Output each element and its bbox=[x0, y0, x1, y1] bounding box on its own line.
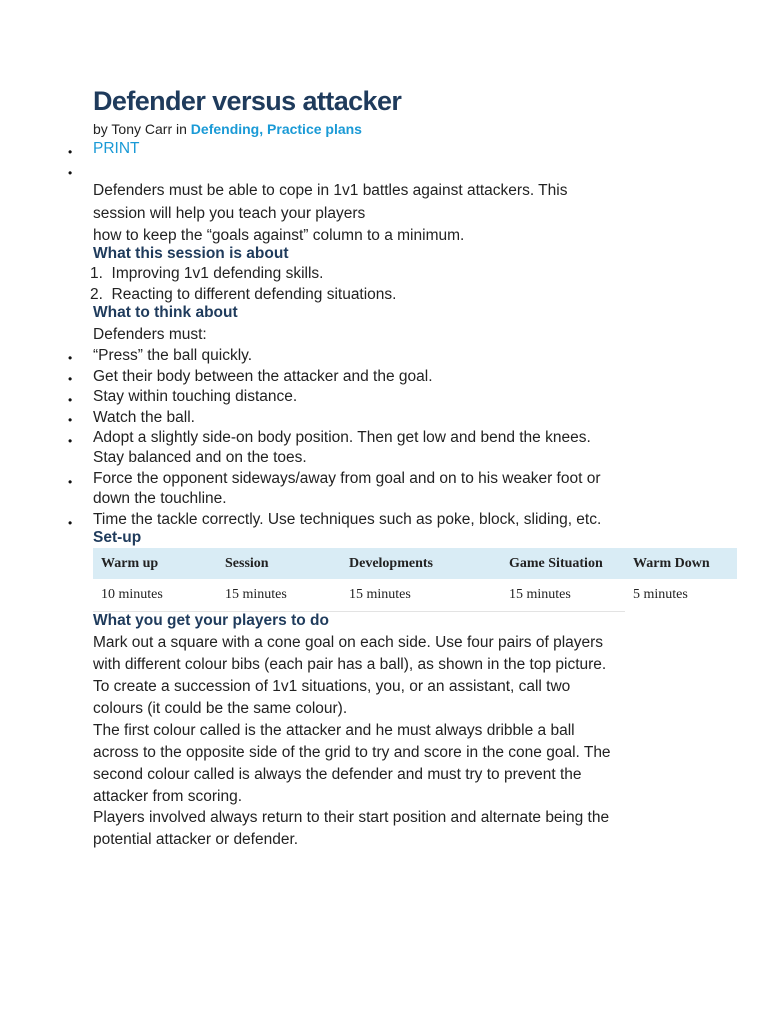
bullet-marker: • bbox=[68, 434, 73, 448]
think-bullet: Time the tackle correctly. Use techniques such as poke, block, sliding, etc. bbox=[93, 511, 602, 528]
todo-line: second colour called is always the defender and must try to prevent the bbox=[93, 766, 582, 783]
category-separator: , bbox=[259, 121, 264, 137]
schedule-value-cell: 15 minutes bbox=[341, 579, 501, 612]
todo-line: across to the opposite side of the grid to try and score in the cone goal. The bbox=[93, 744, 611, 761]
think-bullet: Watch the ball. bbox=[93, 409, 195, 426]
todo-line: colours (it could be the same colour). bbox=[93, 700, 348, 717]
schedule-header-row bbox=[93, 548, 737, 579]
bullet-marker: • bbox=[68, 372, 73, 386]
schedule-header-cell: Warm Down bbox=[625, 548, 737, 579]
todo-line: with different colour bibs (each pair has a ball), as shown in the top picture. bbox=[93, 656, 607, 673]
todo-line: potential attacker or defender. bbox=[93, 831, 299, 848]
intro-line: how to keep the “goals against” column to a minimum. bbox=[93, 227, 465, 244]
bullet-marker: • bbox=[68, 145, 73, 159]
schedule-value-cell: 10 minutes bbox=[93, 579, 217, 612]
schedule-value-row bbox=[93, 579, 737, 612]
category-link-defending[interactable]: Defending bbox=[190, 121, 260, 137]
bullet-marker: • bbox=[68, 351, 73, 365]
think-bullet: “Press” the ball quickly. bbox=[93, 347, 253, 364]
bullet-marker: • bbox=[68, 413, 73, 427]
todo-line: The first colour called is the attacker and he must always dribble a ball bbox=[93, 722, 575, 739]
think-bullet: Get their body between the attacker and the goal. bbox=[93, 368, 433, 385]
section-heading-about: What this session is about bbox=[93, 245, 289, 262]
numbered-item: 2. Reacting to different defending situations. bbox=[90, 286, 397, 303]
todo-line: attacker from scoring. bbox=[93, 788, 243, 805]
section-heading-setup: Set-up bbox=[93, 529, 142, 546]
schedule-value-cell: 5 minutes bbox=[633, 587, 688, 603]
think-lead: Defenders must: bbox=[93, 326, 207, 343]
numbered-item-text: Reacting to different defending situations. bbox=[111, 286, 397, 303]
think-bullet-continued: Stay balanced and on the toes. bbox=[93, 449, 307, 466]
section-heading-todo: What you get your players to do bbox=[93, 612, 329, 629]
byline-author: by Tony Carr in bbox=[93, 121, 187, 137]
category-link-practice-plans[interactable]: Practice plans bbox=[267, 121, 362, 137]
section-heading-think: What to think about bbox=[93, 304, 238, 321]
schedule-header-cell: Warm up bbox=[93, 548, 217, 579]
article-title: Defender versus attacker bbox=[93, 86, 402, 116]
schedule-header-cell: Session bbox=[217, 548, 341, 579]
schedule-value-cell: 15 minutes bbox=[217, 579, 341, 612]
todo-line: Mark out a square with a cone goal on each side. Use four pairs of players bbox=[93, 634, 604, 651]
todo-line: To create a succession of 1v1 situations, you, or an assistant, call two bbox=[93, 678, 571, 695]
numbered-item-text: Improving 1v1 defending skills. bbox=[111, 265, 324, 282]
byline bbox=[93, 121, 362, 137]
todo-line: Players involved always return to their start position and alternate being the bbox=[93, 809, 610, 826]
schedule-value-cell: 15 minutes bbox=[501, 579, 625, 612]
intro-line: session will help you teach your players bbox=[93, 205, 366, 222]
print-link[interactable]: PRINT bbox=[93, 140, 140, 157]
bullet-marker: • bbox=[68, 393, 73, 407]
bullet-marker: • bbox=[68, 516, 73, 530]
bullet-marker: • bbox=[68, 475, 73, 489]
numbered-item: 1. Improving 1v1 defending skills. bbox=[90, 265, 324, 282]
schedule-header-cell: Developments bbox=[341, 548, 501, 579]
think-bullet-continued: down the touchline. bbox=[93, 490, 227, 507]
schedule-header-cell: Game Situation bbox=[501, 548, 625, 579]
think-bullet: Adopt a slightly side-on body position. Then get low and bend the knees. bbox=[93, 429, 591, 446]
think-bullet: Stay within touching distance. bbox=[93, 388, 298, 405]
think-bullet: Force the opponent sideways/away from goal and on to his weaker foot or bbox=[93, 470, 601, 487]
intro-line: Defenders must be able to cope in 1v1 battles against attackers. This bbox=[93, 182, 568, 199]
schedule-table bbox=[93, 548, 737, 612]
bullet-marker: • bbox=[68, 166, 73, 180]
